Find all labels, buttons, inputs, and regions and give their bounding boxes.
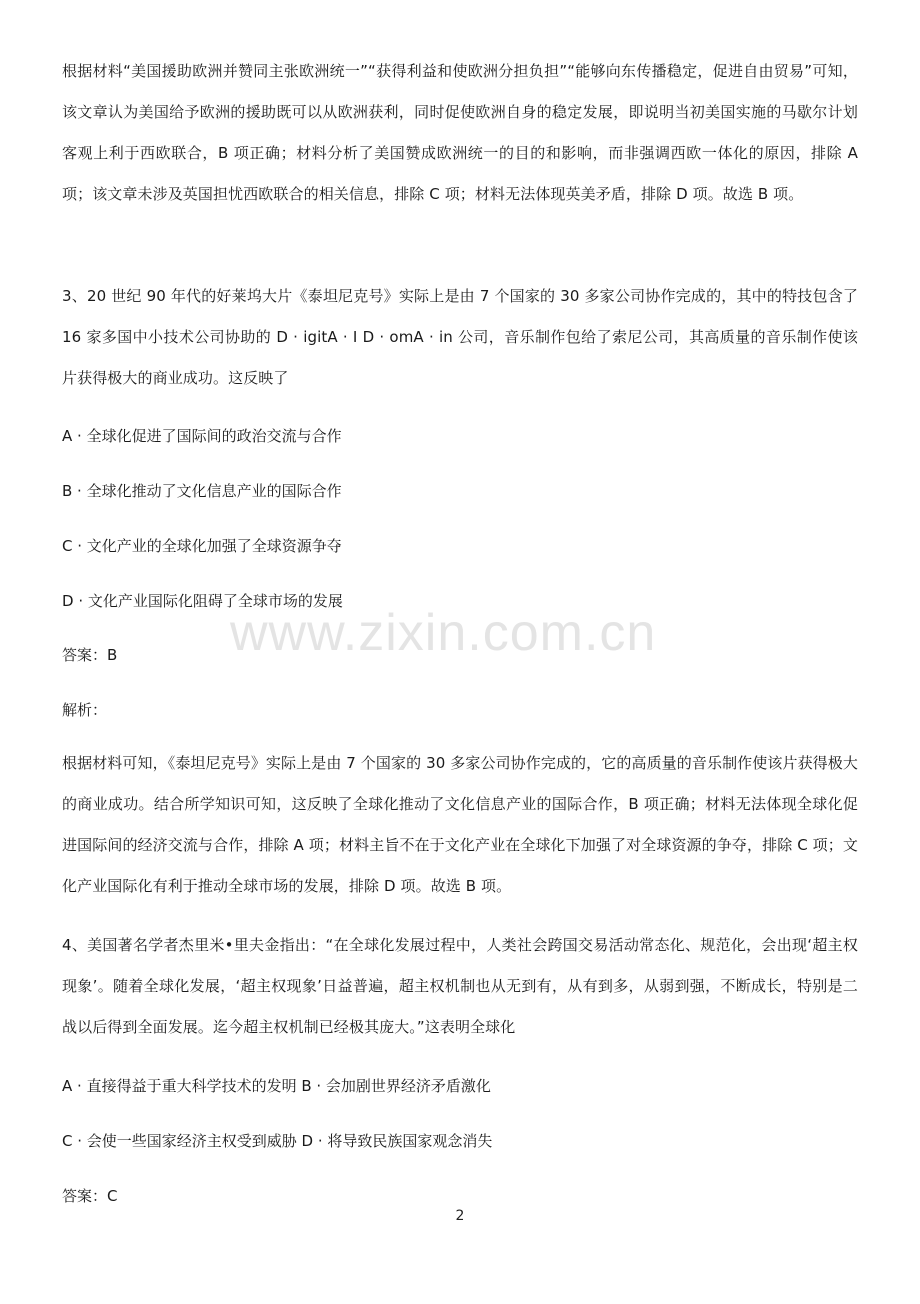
analysis-paragraph-q2: 根据材料“美国援助欧洲并赞同主张欧洲统一”“获得利益和使欧洲分担负担”“能够向东传播稳定，促进自由贸易”可知，该文章认为美国给予欧洲的援助既可以从欧洲获利，同时促使欧洲自身的稳定发展，即说明当初美国实施的马歇尔计划客观上利于西欧联合，B 项正确；材料分析了美国赞成欧洲统一的目的和影响，而非强调西欧一体化的原因，排除 A 项；该文章未涉及英国担忧西欧联合的相关信息，排除 C 项；材料无法体现英美矛盾，排除 D 项。故选 B 项。	[62, 62, 858, 203]
watermark-text: www.zixin.com.cn	[230, 604, 657, 662]
question-3-answer: 答案：B	[62, 646, 118, 664]
question-3-analysis: 根据材料可知，《泰坦尼克号》实际上是由 7 个国家的 30 多家公司协作完成的，它的高质量的音乐制作使该片获得极大的商业成功。结合所学知识可知，这反映了全球化推动了文化信息产业的国际合作，B 项正确；材料无法体现全球化促进国际间的经济交流与合作，排除 A 项；材料主旨不在于文化产业在全球化下加强了对全球资源的争夺，排除 C 项；文化产业国际化有利于推动全球市场的发展，排除 D 项。故选 B 项。	[62, 754, 858, 895]
question-4-answer: 答案：C	[62, 1187, 118, 1205]
question-4-stem: 4、美国著名学者杰里米•里夫金指出：“在全球化发展过程中，人类社会跨国交易活动常态化、规范化，会出现‘超主权现象’。随着全球化发展，‘超主权现象’日益普遍，超主权机制也从无到有，从有到多，从弱到强，不断成长，特别是二战以后得到全面发展。迄今超主权机制已经极其庞大。”这表明全球化	[62, 936, 858, 1036]
question-4-options-cd: C · 会使一些国家经济主权受到威胁 D · 将导致民族国家观念消失	[62, 1132, 493, 1150]
question-3-option-d: D · 文化产业国际化阻碍了全球市场的发展	[62, 592, 343, 610]
question-3-option-b: B · 全球化推动了文化信息产业的国际合作	[62, 482, 342, 500]
question-3-stem: 3、20 世纪 90 年代的好莱坞大片《泰坦尼克号》实际上是由 7 个国家的 30 多家公司协作完成的，其中的特技包含了 16 家多国中小技术公司协助的 D · igitA · I D · omA · in 公司，音乐制作包给了索尼公司，其高质量的音乐制作使该片获得极大的商业成功。这反映了	[62, 287, 858, 387]
question-3-option-a: A · 全球化促进了国际间的政治交流与合作	[62, 427, 342, 445]
question-4-options-ab: A · 直接得益于重大科学技术的发明 B · 会加剧世界经济矛盾激化	[62, 1077, 491, 1095]
question-3-analysis-label: 解析：	[62, 701, 108, 719]
page-number: 2	[455, 1208, 465, 1224]
question-3-option-c: C · 文化产业的全球化加强了全球资源争夺	[62, 537, 342, 555]
